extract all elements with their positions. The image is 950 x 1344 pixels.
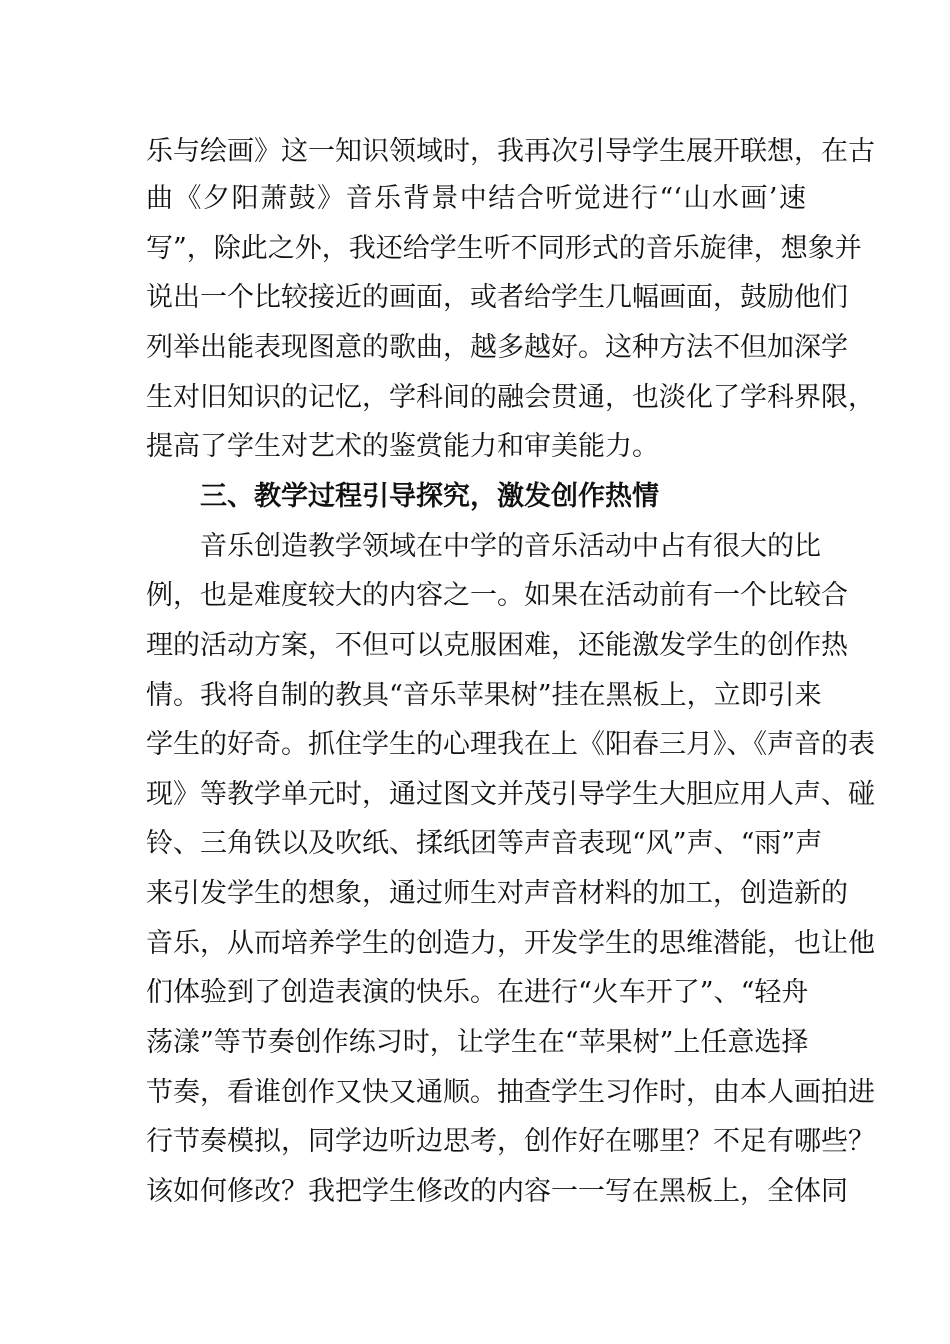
paragraph1-line-1: 乐与绘画》这一知识领域时，我再次引导学生展开联想，在古 xyxy=(146,136,875,167)
paragraph1-line-3: 写”，除此之外，我还给学生听不同形式的音乐旋律，想象并 xyxy=(146,233,862,264)
paragraph2-line-11: 荡漾”等节奏创作练习时，让学生在“苹果树”上任意选择 xyxy=(146,1027,809,1058)
paragraph2-line-1: 音乐创造教学领域在中学的音乐活动中占有很大的比 xyxy=(200,531,821,562)
paragraph2-line-4: 情。我将自制的教具“音乐苹果树”挂在黑板上，立即引来 xyxy=(146,680,822,711)
paragraph2-line-3: 理的活动方案，不但可以克服困难，还能激发学生的创作热 xyxy=(146,630,848,661)
paragraph2-line-2: 例，也是难度较大的内容之一。如果在活动前有一个比较合 xyxy=(146,580,848,611)
paragraph1-line-2: 曲《夕阳萧鼓》音乐背景中结合听觉进行“‘山水画’速 xyxy=(146,183,806,214)
paragraph1-line-6: 生对旧知识的记忆，学科间的融会贯通，也淡化了学科界限， xyxy=(146,382,875,413)
paragraph2-line-14: 该如何修改？我把学生修改的内容一一写在黑板上，全体同 xyxy=(146,1176,848,1207)
paragraph2-line-9: 音乐，从而培养学生的创造力，开发学生的思维潜能，也让他 xyxy=(146,928,875,959)
paragraph2-line-13: 行节奏模拟，同学边听边思考，创作好在哪里？不足有哪些？ xyxy=(146,1126,875,1157)
paragraph2-line-12: 节奏，看谁创作又快又通顺。抽查学生习作时，由本人画拍进 xyxy=(146,1077,875,1108)
paragraph2-line-5: 学生的好奇。抓住学生的心理我在上《阳春三月》、《声音的表 xyxy=(146,729,875,760)
paragraph1-line-5: 列举出能表现图意的歌曲，越多越好。这种方法不但加深学 xyxy=(146,332,848,363)
paragraph2-line-10: 们体验到了创造表演的快乐。在进行“火车开了”、“轻舟 xyxy=(146,977,809,1008)
paragraph2-line-8: 来引发学生的想象，通过师生对声音材料的加工，创造新的 xyxy=(146,878,848,909)
paragraph2-line-7: 铃、三角铁以及吹纸、揉纸团等声音表现“风”声、“雨”声 xyxy=(146,828,823,859)
paragraph1-line-7: 提高了学生对艺术的鉴赏能力和审美能力。 xyxy=(146,431,659,462)
paragraph2-line-6: 现》等教学单元时，通过图文并茂引导学生大胆应用人声、碰 xyxy=(146,779,875,810)
section-heading: 三、教学过程引导探究，激发创作热情 xyxy=(200,481,659,512)
paragraph1-line-4: 说出一个比较接近的画面，或者给学生几幅画面，鼓励他们 xyxy=(146,282,848,313)
